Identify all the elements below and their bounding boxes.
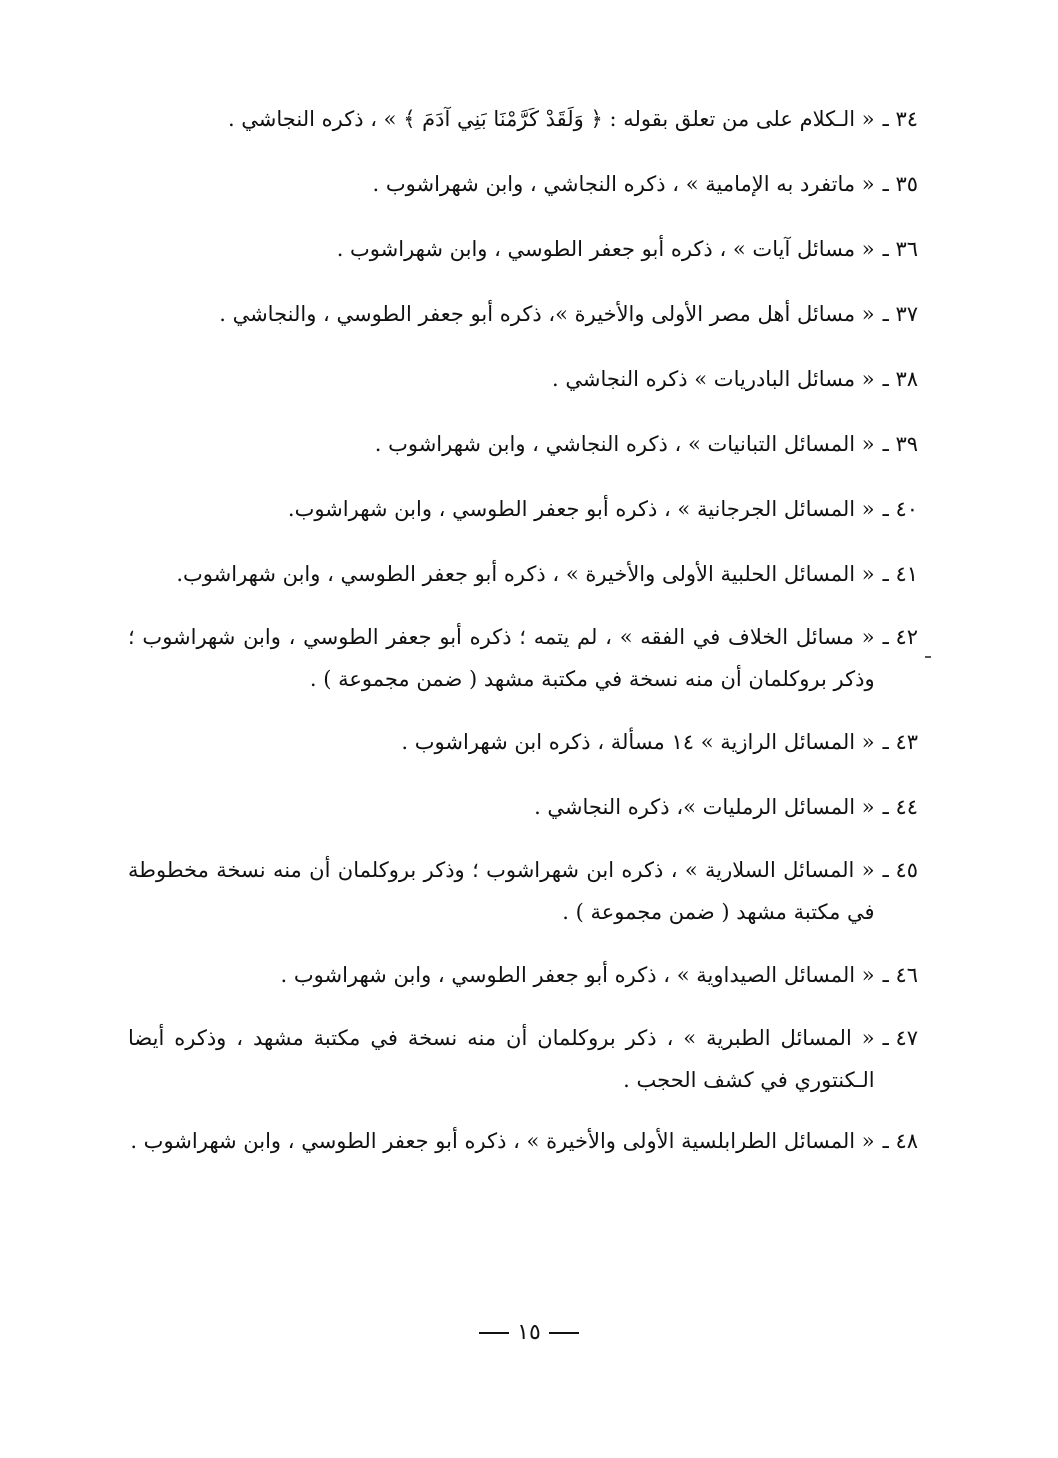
list-item [128, 226, 918, 272]
entry-text: « مسائل أهل مصر الأولى والأخيرة »، ذكره أبو جعفر الطوسي ، والنجاشي . [219, 302, 875, 326]
list-item [128, 719, 918, 765]
entry-text: « الـكلام على من تعلق بقوله : ﴿ وَلَقَدْ كَرَّمْنَا بَنِي آدَمَ ﴾ » ، ذكره النجاشي . [227, 107, 875, 131]
entry-text: « مسائل آيات » ، ذكره أبو جعفر الطوسي ، وابن شهراشوب . [336, 237, 875, 261]
page-number [0, 1320, 1058, 1345]
entry-text: « المسائل التبانيات » ، ذكره النجاشي ، وابن شهراشوب . [374, 432, 875, 456]
list-item [128, 96, 918, 142]
list-item [128, 421, 918, 467]
entry-text: « مسائل الخلاف في الفقه » ، لم يتمه ؛ ذكره أبو جعفر الطوسي ، وابن شهراشوب ؛ وذكر بروكلمان أن منه نسخة في مكتبة مشهد ( ضمن مجموعة ) . [128, 625, 875, 691]
entry-number: ٣٧ ـ [882, 302, 918, 326]
entry-number: ٤٤ ـ [882, 795, 918, 819]
page-number-text: ١٥ [517, 1320, 541, 1345]
entry-text: « المسائل الجرجانية » ، ذكره أبو جعفر الطوسي ، وابن شهراشوب. [287, 497, 875, 521]
entry-number: ٣٦ ـ [882, 237, 918, 261]
dash-right [479, 1332, 509, 1334]
entry-text: « المسائل الطبرية » ، ذكر بروكلمان أن منه نسخة في مكتبة مشهد ، وذكره أيضا الـكنتوري في كشف الحجب . [128, 1026, 875, 1092]
entry-text: « مسائل البادريات » ذكره النجاشي . [552, 367, 875, 391]
entry-number: ٣٤ ـ [882, 107, 918, 131]
entry-number: ٤٧ ـ [882, 1026, 918, 1050]
entry-number: ٤٢ ـ [882, 625, 918, 649]
dash-left [549, 1332, 579, 1334]
entry-number: ٤٣ ـ [882, 730, 918, 754]
list-item [128, 616, 918, 700]
list-item [128, 849, 918, 933]
list-item [128, 356, 918, 402]
list-item [128, 952, 918, 998]
bibliography-list [128, 96, 918, 1181]
entry-text: « المسائل الرازية » ١٤ مسألة ، ذكره ابن شهراشوب . [401, 730, 875, 754]
entry-text: « المسائل السلارية » ، ذكره ابن شهراشوب ؛ وذكر بروكلمان أن منه نسخة مخطوطة في مكتبة مشهد ( ضمن مجموعة ) . [128, 858, 875, 924]
list-item [128, 161, 918, 207]
entry-number: ٣٩ ـ [882, 432, 918, 456]
entry-number: ٤١ ـ [882, 562, 918, 586]
entry-number: ٤٦ ـ [882, 963, 918, 987]
entry-text: « المسائل الرمليات »، ذكره النجاشي . [534, 795, 875, 819]
list-item [128, 1120, 918, 1162]
list-item [128, 551, 918, 597]
entry-number: ٣٨ ـ [882, 367, 918, 391]
entry-number: ٤٥ ـ [882, 858, 918, 882]
list-item [128, 1017, 918, 1101]
entry-number: ٤٨ ـ [882, 1129, 918, 1153]
entry-text: « المسائل الطرابلسية الأولى والأخيرة » ، ذكره أبو جعفر الطوسي ، وابن شهراشوب . [130, 1129, 875, 1153]
scan-speck [925, 656, 931, 658]
entry-number: ٤٠ ـ [882, 497, 918, 521]
entry-text: « ماتفرد به الإمامية » ، ذكره النجاشي ، وابن شهراشوب . [372, 172, 875, 196]
list-item [128, 784, 918, 830]
entry-number: ٣٥ ـ [882, 172, 918, 196]
entry-text: « المسائل الصيداوية » ، ذكره أبو جعفر الطوسي ، وابن شهراشوب . [280, 963, 875, 987]
entry-text: « المسائل الحلبية الأولى والأخيرة » ، ذكره أبو جعفر الطوسي ، وابن شهراشوب. [176, 562, 875, 586]
list-item [128, 486, 918, 532]
list-item [128, 291, 918, 337]
